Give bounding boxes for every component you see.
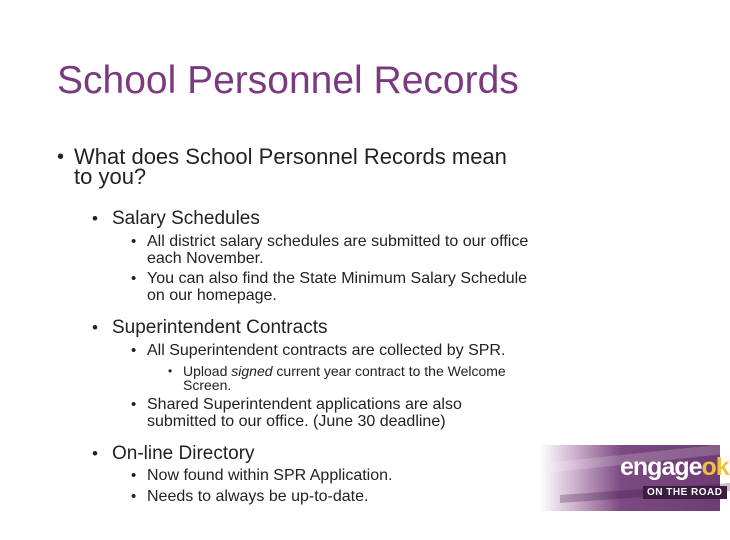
- section-heading-text: Superintendent Contracts: [112, 317, 328, 338]
- subpoint-prefix: Upload: [183, 363, 232, 379]
- point-text-line1: You can also find the State Minimum Salary Schedule: [147, 270, 528, 287]
- contracts-point-1: [131, 342, 617, 359]
- section-heading-salary: [92, 209, 632, 229]
- bullet-icon: •: [92, 444, 98, 463]
- point-text-line1: Shared Superintendent applications are also: [147, 396, 462, 413]
- bullet-icon: •: [131, 467, 137, 484]
- point-text-line1: Needs to always be up-to-date.: [147, 488, 369, 505]
- logo-engage-text: engage: [620, 453, 702, 481]
- intro-bullet: [57, 144, 634, 189]
- point-text-line2: on our homepage.: [147, 287, 277, 304]
- bullet-icon: •: [131, 342, 137, 359]
- logo-tagline: ON THE ROAD: [643, 486, 727, 499]
- bullet-icon: •: [131, 233, 137, 250]
- bullet-icon: •: [131, 396, 137, 413]
- intro-text-line2: to you?: [74, 164, 147, 189]
- contracts-point-2: [131, 396, 617, 430]
- bullet-icon: •: [57, 146, 65, 168]
- point-text-line1: All Superintendent contracts are collected by SPR.: [147, 342, 506, 359]
- salary-point-1: [131, 233, 617, 267]
- point-text-line1: Now found within SPR Application.: [147, 467, 393, 484]
- slide-title: School Personnel Records: [57, 59, 519, 102]
- point-text-line2: each November.: [147, 250, 264, 267]
- section-heading-text: Salary Schedules: [112, 208, 260, 229]
- bullet-icon: •: [131, 488, 137, 505]
- section-heading-text: On-line Directory: [112, 443, 255, 464]
- salary-point-2: [131, 270, 617, 304]
- bullet-icon: •: [92, 209, 98, 228]
- section-heading-contracts: [92, 318, 632, 338]
- subpoint-suffix: current year contract to the Welcome: [272, 363, 506, 379]
- point-text-line2: submitted to our office. (June 30 deadline): [147, 413, 446, 430]
- bullet-icon: •: [131, 270, 137, 287]
- logo-wordmark: [620, 453, 729, 482]
- contracts-subpoint: [168, 364, 603, 392]
- subpoint-line2: Screen.: [183, 377, 232, 393]
- intro-text-line1: What does School Personnel Records mean: [74, 144, 507, 169]
- subpoint-emphasis: signed: [231, 363, 273, 379]
- bullet-icon: •: [92, 318, 98, 337]
- logo-ok-text: ok: [701, 453, 729, 481]
- bullet-icon: •: [168, 364, 173, 378]
- point-text-line1: All district salary schedules are submitted to our office: [147, 233, 529, 250]
- engageok-logo: [540, 445, 729, 511]
